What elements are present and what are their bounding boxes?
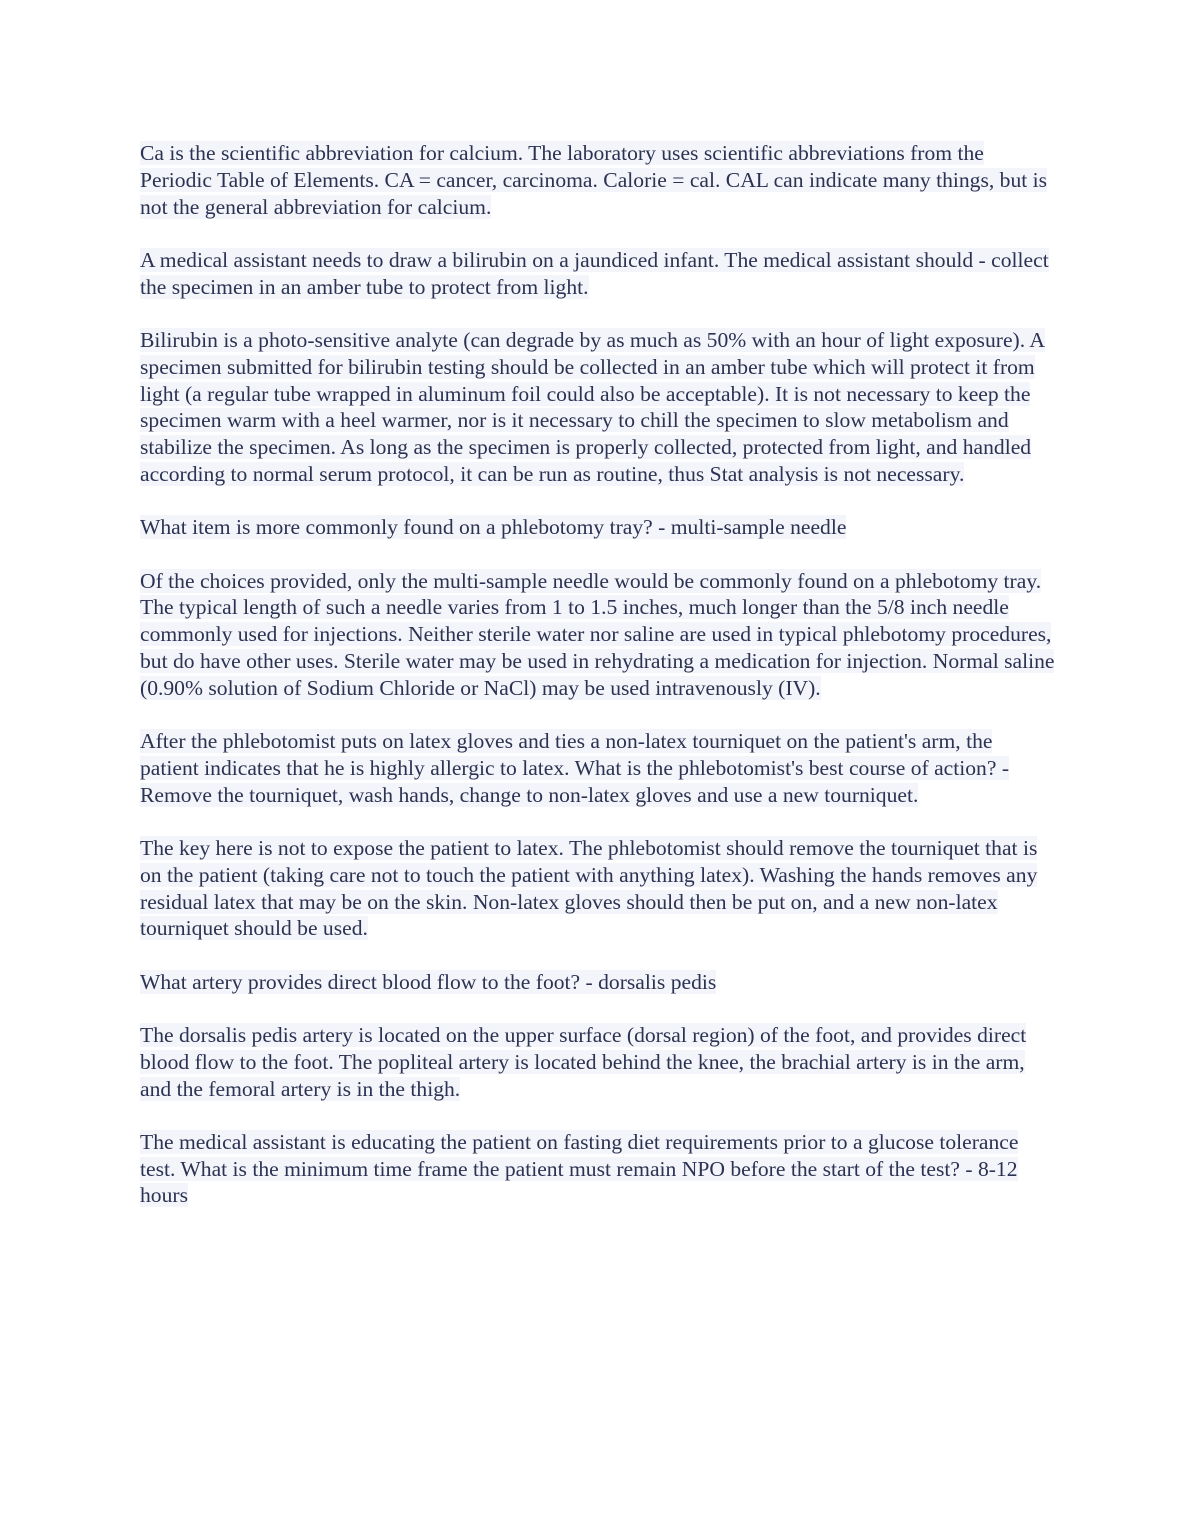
question-phlebotomy-tray	[140, 514, 1055, 541]
explanation-latex-allergy	[140, 835, 1055, 942]
question-foot-artery	[140, 969, 1055, 996]
paragraph-text: The key here is not to expose the patient to latex. The phlebotomist should remove the tourniquet that is on the patient (taking care not to touch the patient with anything latex). Washing the hands removes any residual latex that may be on the skin. Non-latex gloves should then be put on, and a new non-latex tourniquet should be used.	[140, 835, 1038, 941]
paragraph-text: What item is more commonly found on a phlebotomy tray? - multi-sample needle	[140, 515, 847, 540]
question-glucose-fasting	[140, 1129, 1055, 1209]
paragraph-text: A medical assistant needs to draw a bilirubin on a jaundiced infant. The medical assistant should - collect the specimen in an amber tube to protect from light.	[140, 247, 1049, 299]
explanation-bilirubin	[140, 327, 1055, 488]
document-body	[140, 140, 1055, 1236]
question-latex-allergy	[140, 728, 1055, 808]
question-bilirubin	[140, 247, 1055, 301]
explanation-phlebotomy-tray	[140, 568, 1055, 702]
paragraph-text: The dorsalis pedis artery is located on the upper surface (dorsal region) of the foot, and provides direct blood flow to the foot. The popliteal artery is located behind the knee, the brachial artery is in the arm, and the femoral artery is in the thigh.	[140, 1022, 1027, 1101]
paragraph-text: What artery provides direct blood flow to the foot? - dorsalis pedis	[140, 969, 717, 994]
paragraph-text: Ca is the scientific abbreviation for calcium. The laboratory uses scientific abbreviations from the Periodic Table of Elements. CA = cancer, carcinoma. Calorie = cal. CAL can indicate many things, but is not the general abbreviation for calcium.	[140, 141, 1048, 219]
paragraph-text: The medical assistant is educating the patient on fasting diet requirements prior to a glucose tolerance test. What is the minimum time frame the patient must remain NPO before the start of the test? - 8-12 hours	[140, 1129, 1019, 1208]
paragraph-text: After the phlebotomist puts on latex gloves and ties a non-latex tourniquet on the patient's arm, the patient indicates that he is highly allergic to latex. What is the phlebotomist's best course of action? - Remove the tourniquet, wash hands, change to non-latex gloves and use a new tourniquet.	[140, 729, 1010, 807]
paragraph-text: Of the choices provided, only the multi-sample needle would be commonly found on a phlebotomy tray. The typical length of such a needle varies from 1 to 1.5 inches, much longer than the 5/8 inch needle commonly used for injections. Neither sterile water nor saline are used in typical phlebotomy procedures, but do have other uses. Sterile water may be used in rehydrating a medication for injection. Normal saline (0.90% solution of Sodium Chloride or NaCl) may be used intravenously (IV).	[140, 568, 1055, 700]
explanation-foot-artery	[140, 1022, 1055, 1102]
paragraph-calcium-abbreviation	[140, 140, 1055, 220]
paragraph-text: Bilirubin is a photo-sensitive analyte (can degrade by as much as 50% with an hour of light exposure). A specimen submitted for bilirubin testing should be collected in an amber tube which will protect it from light (a regular tube wrapped in aluminum foil could also be acceptable). It is not necessary to keep the specimen warm with a heel warmer, nor is it necessary to chill the specimen to slow metabolism and stabilize the specimen. As long as the specimen is properly collected, protected from light, and handled according to normal serum protocol, it can be run as routine, thus Stat analysis is not necessary.	[140, 327, 1045, 486]
